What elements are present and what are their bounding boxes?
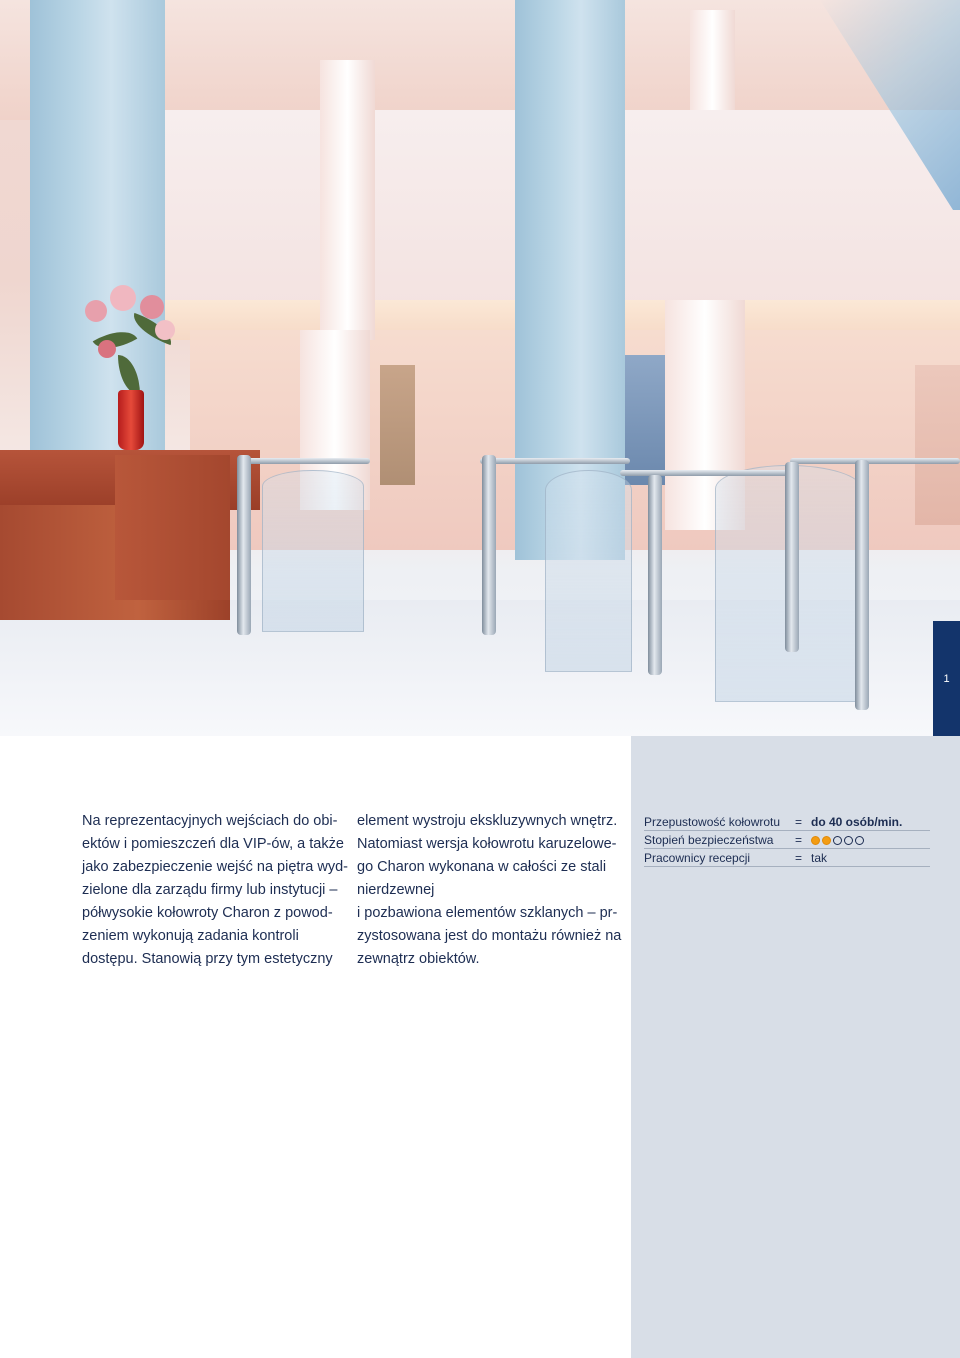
text-line: jako zabezpieczenie wejść na piętra wyd- <box>82 859 348 875</box>
page-number-tab <box>933 621 960 736</box>
spec-value: do 40 osób/min. <box>811 814 903 829</box>
rating-dot-empty <box>844 836 853 845</box>
turnstile-arm <box>480 458 630 464</box>
text-line: Na reprezentacyjnych wejściach do obi- <box>82 813 338 829</box>
turnstile-post <box>237 455 251 635</box>
spec-equals: = <box>795 814 803 829</box>
rating-dot-empty <box>833 836 842 845</box>
text-line: i pozbawiona elementów szklanych – pr- <box>357 905 618 921</box>
flower <box>140 295 164 319</box>
body-text-column-1 <box>82 810 347 971</box>
doorway <box>380 365 415 485</box>
text-line: zystosowana jest do montażu również na <box>357 928 622 944</box>
text-line: nierdzewnej <box>357 882 435 898</box>
red-vase <box>118 390 144 450</box>
turnstile-post <box>785 462 799 652</box>
spec-row-reception-staff <box>644 849 930 867</box>
turnstile-arm <box>790 458 960 464</box>
text-line: półwysokie kołowroty Charon z powod- <box>82 905 333 921</box>
text-line: element wystroju ekskluzywnych wnętrz. <box>357 813 618 829</box>
text-line: zewnątrz obiektów. <box>357 951 480 967</box>
text-line: Natomiast wersja kołowrotu karuzelowe- <box>357 836 617 852</box>
text-line: go Charon wykonana w całości ze stali <box>357 859 607 875</box>
spec-row-throughput <box>644 813 930 831</box>
spec-label: Stopień bezpieczeństwa <box>644 832 774 847</box>
turnstile-post <box>482 455 496 635</box>
white-pillar <box>320 60 375 340</box>
text-line: zeniem wykonują zadania kontroli <box>82 928 299 944</box>
turnstile-glass <box>262 470 364 632</box>
turnstile-arm <box>620 470 795 476</box>
flower <box>85 300 107 322</box>
turnstile-glass <box>545 470 632 672</box>
page-number: 1 <box>943 672 950 685</box>
turnstile-post <box>648 475 662 675</box>
flower <box>110 285 136 311</box>
window <box>620 355 670 485</box>
rating-dot-empty <box>855 836 864 845</box>
flower <box>98 340 116 358</box>
turnstile-post <box>855 460 869 710</box>
spec-value: tak <box>811 850 828 865</box>
spec-equals: = <box>795 850 803 865</box>
reception-desk-side <box>115 455 230 600</box>
rating-dot-filled <box>811 836 820 845</box>
flower <box>155 320 175 340</box>
body-text-column-2 <box>357 810 622 971</box>
text-line: ektów i pomieszczeń dla VIP-ów, a także <box>82 836 344 852</box>
text-line: zielone dla zarządu firmy lub instytucji – <box>82 882 338 898</box>
spec-equals: = <box>795 832 803 847</box>
spec-label: Pracownicy recepcji <box>644 850 751 865</box>
spec-label: Przepustowość kołowrotu <box>644 814 781 829</box>
security-rating <box>811 833 866 847</box>
white-pillar <box>690 10 735 110</box>
rating-dot-filled <box>822 836 831 845</box>
side-door <box>915 365 960 525</box>
turnstile-arm <box>240 458 370 464</box>
text-line: dostępu. Stanowią przy tym estetyczny <box>82 951 333 967</box>
spec-table <box>644 813 930 867</box>
spec-row-security-level <box>644 831 930 849</box>
